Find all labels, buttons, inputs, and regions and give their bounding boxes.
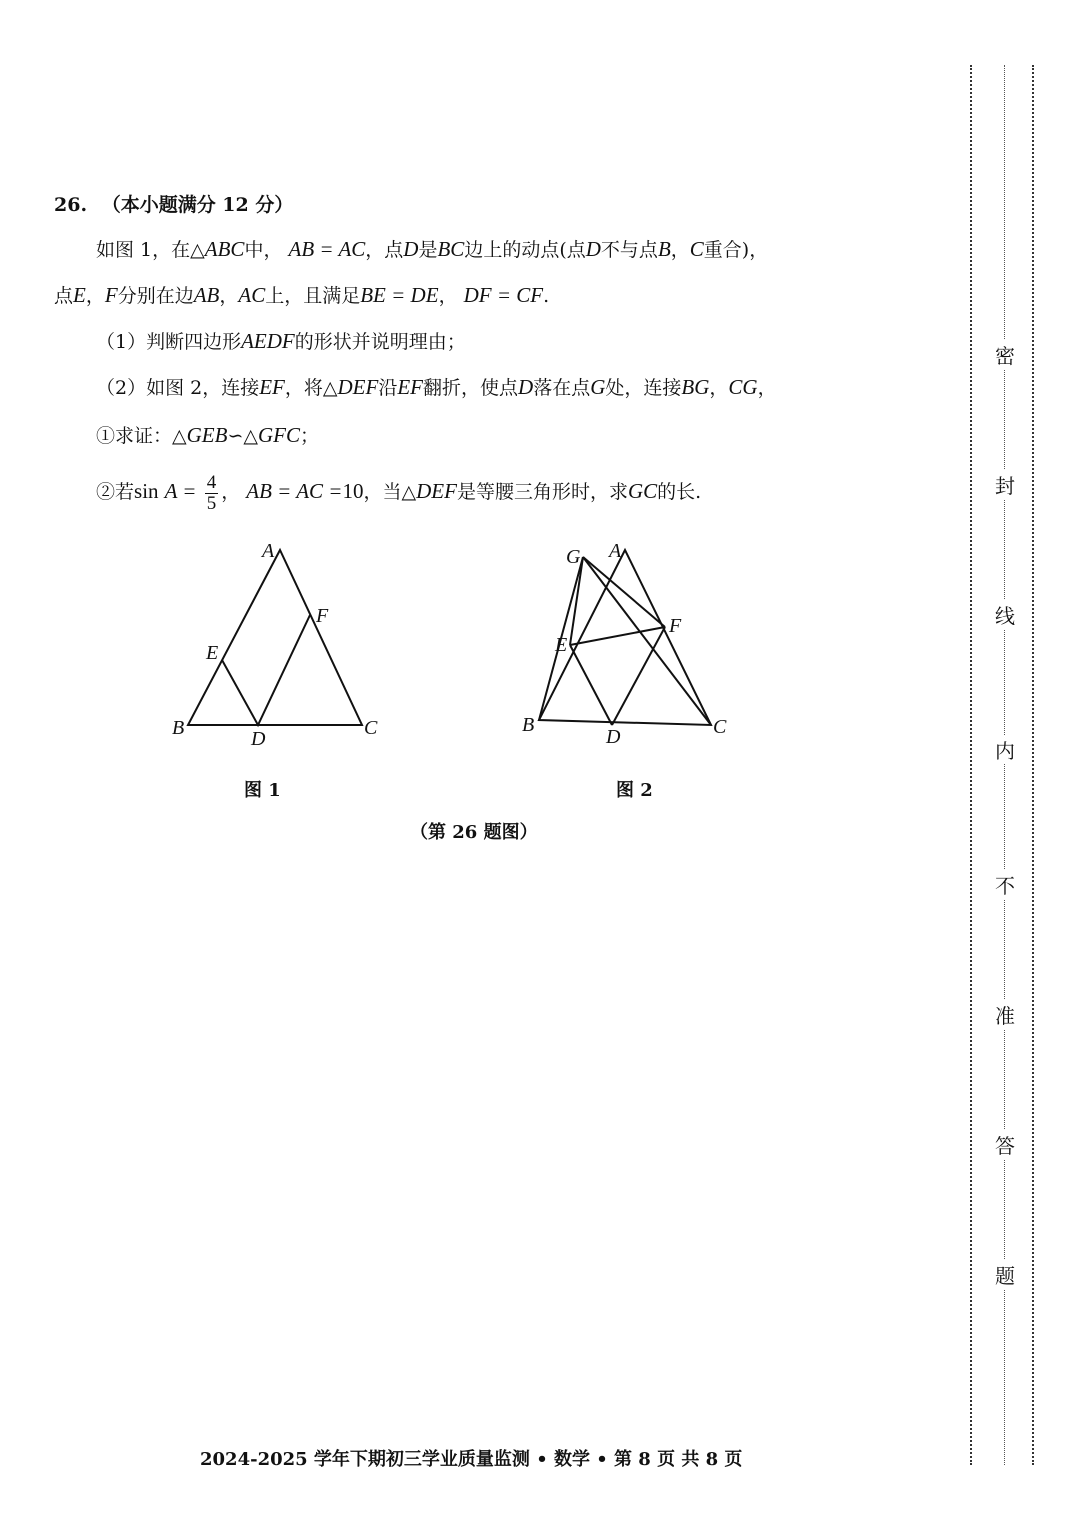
page-footer: 2024-2025 学年下期初三学业质量监测 • 数学 • 第 8 页 共 8 页 xyxy=(200,1449,743,1470)
margin-char-4: 内 xyxy=(990,735,1020,764)
segment-ed xyxy=(570,645,612,725)
problem-number: 26. （本小题满分 12 分） xyxy=(54,194,294,216)
fig2-label-d: D xyxy=(606,726,621,748)
fig2-label-a: A xyxy=(609,540,622,562)
sub-question-1: ①求证：△GEB∽△GFC； xyxy=(96,423,320,447)
margin-char-7: 答 xyxy=(990,1130,1020,1159)
margin-char-6: 准 xyxy=(990,1000,1020,1029)
fig2-label-g: G xyxy=(566,546,581,568)
segment-gc xyxy=(583,557,711,725)
segment-gf xyxy=(583,557,665,627)
figure-2 xyxy=(515,535,745,750)
score-note: （本小题满分 12 分） xyxy=(101,194,294,216)
figure-1 xyxy=(160,535,400,750)
figure-1-caption: 图 1 xyxy=(244,780,281,801)
fraction-four-fifths: $\frac{4}{5}$ xyxy=(206,471,217,514)
margin-dotted-line-left xyxy=(970,65,972,1465)
figure-2-caption: 图 2 xyxy=(616,780,653,801)
fig2-label-c: C xyxy=(713,716,727,738)
fig1-label-f: F xyxy=(316,605,329,627)
figure-group-caption: （第 26 题图） xyxy=(410,822,538,843)
fig2-label-f: F xyxy=(669,615,682,637)
margin-dotted-line-right xyxy=(1032,65,1034,1465)
sub-question-2: ②若sin A = $\frac{4}{5}$ ， AB = AC =10，当△DEF是等腰三角形时，求GC的长. xyxy=(96,471,702,514)
intro-line-2: 点E，F分别在边AB，AC上，且满足BE = DE， DF = CF. xyxy=(54,283,550,307)
margin-char-2: 封 xyxy=(990,470,1020,499)
fig1-label-c: C xyxy=(364,717,378,739)
fig2-label-b: B xyxy=(522,714,535,736)
margin-char-3: 线 xyxy=(990,600,1020,629)
margin-char-1: 密 xyxy=(990,340,1020,369)
margin-char-8: 题 xyxy=(990,1260,1020,1289)
segments-ed-df xyxy=(222,615,310,725)
fig1-label-a: A xyxy=(262,540,275,562)
fig1-label-e: E xyxy=(206,642,219,664)
fig1-label-b: B xyxy=(172,717,185,739)
fig2-label-e: E xyxy=(555,634,568,656)
segment-df xyxy=(612,627,665,725)
intro-line-1: 如图 1，在△ABC中， AB = AC，点D是BC边上的动点(点D不与点B，C重合)， xyxy=(96,237,769,261)
triangle-abc xyxy=(188,550,362,725)
fig1-label-d: D xyxy=(251,728,266,750)
part-1: （1）判断四边形AEDF的形状并说明理由； xyxy=(96,329,466,353)
margin-dotted-line-center xyxy=(1004,65,1005,1465)
part-2: （2）如图 2，连接EF，将△DEF沿EF翻折，使点D落在点G处，连接BG，CG， xyxy=(96,375,777,399)
margin-char-5: 不 xyxy=(990,870,1020,899)
